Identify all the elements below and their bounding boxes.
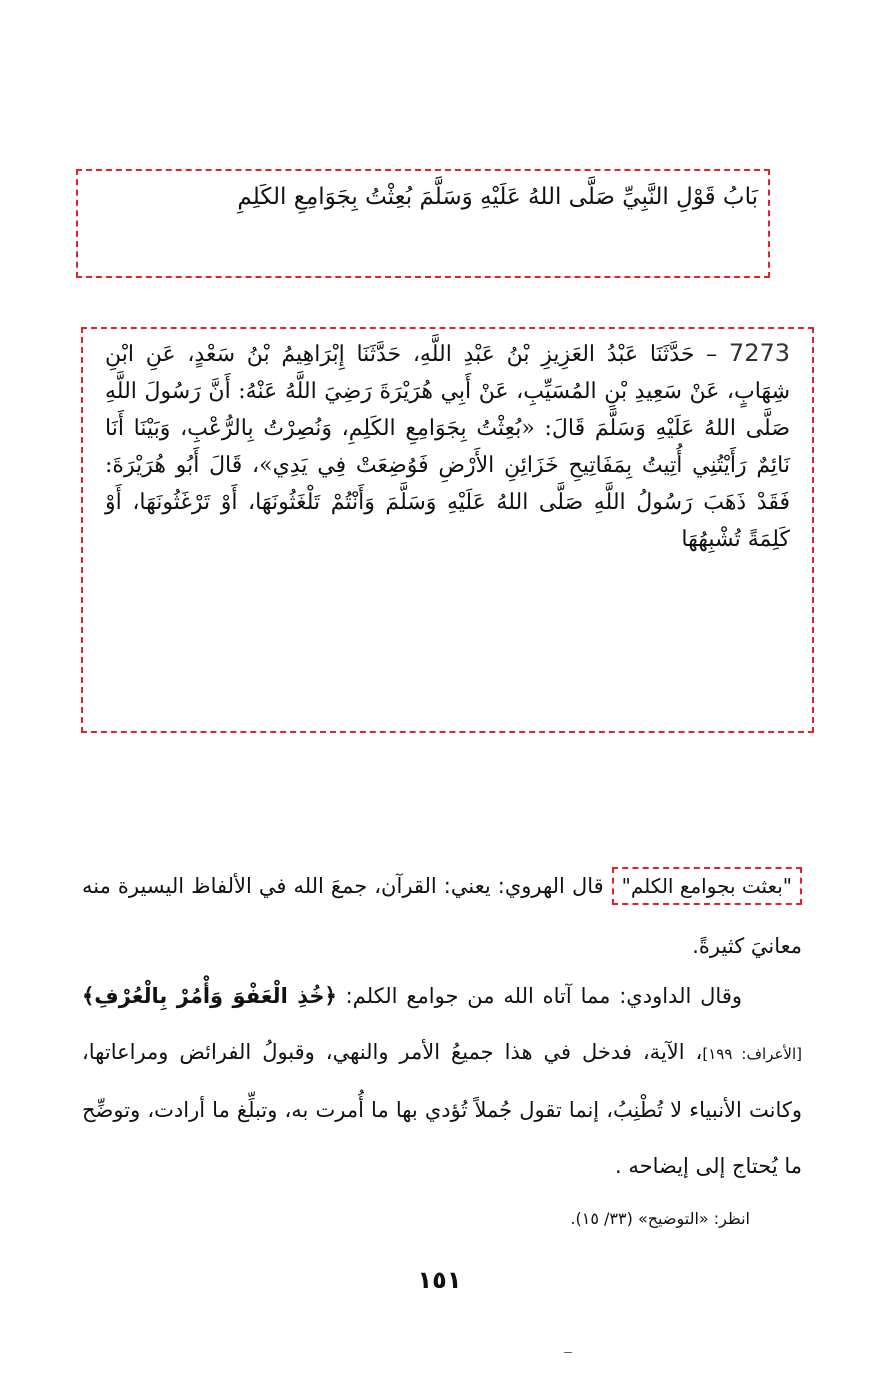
commentary-text-1: قال الهروي: يعني: القرآن، جمعَ الله في الألفاظ اليسيرة منه معانيَ كثيرةً.: [82, 874, 802, 958]
chapter-heading-box: [76, 169, 770, 278]
hadith-text: – حَدَّثَنَا عَبْدُ العَزِيزِ بْنُ عَبْدِ اللَّهِ، حَدَّثَنَا إِبْرَاهِيمُ بْنُ سَعْدٍ، عَنِ ابْنِ شِهَابٍ، عَنْ سَعِيدِ بْنِ المُسَيِّبِ، عَنْ أَبِي هُرَيْرَةَ رَضِيَ اللَّهُ عَنْهُ: أَنَّ رَسُولَ اللَّهِ صَلَّى اللهُ عَلَيْهِ وَسَلَّمَ قَالَ: «بُعِثْتُ بِجَوَامِعِ الكَلِمِ، وَنُصِرْتُ بِالرُّعْبِ، وَبَيْنَا أَنَا نَائِمٌ رَأَيْتُنِي أُتِيتُ بِمَفَاتِيحِ خَزَائِنِ الأَرْضِ فَوُضِعَتْ فِي يَدِي»، قَالَ أَبُو هُرَيْرَةَ: فَقَدْ ذَهَبَ رَسُولُ اللَّهِ صَلَّى اللهُ عَلَيْهِ وَسَلَّمَ وَأَنْتُمْ تَلْغَثُونَهَا، أَوْ تَرْغَثُونَهَا، أَوْ كَلِمَةً تُشْبِهُهَا: [105, 342, 791, 552]
highlighted-quote: "بعثت بجوامع الكلم": [612, 867, 802, 905]
quran-verse: ﴿خُذِ الْعَفْوَ وَأْمُرْ بِالْعُرْفِ﴾: [82, 984, 337, 1008]
commentary-paragraph-1: [82, 856, 802, 976]
hadith-box: [81, 327, 814, 733]
chapter-title: بَابُ قَوْلِ النَّبِيِّ صَلَّى اللهُ عَلَيْهِ وَسَلَّمَ بُعِثْتُ بِجَوَامِعِ الكَلِمِ: [237, 184, 758, 210]
hadith-paragraph: [105, 335, 790, 558]
commentary-intro-2: وقال الداودي: مما آتاه الله من جوامع الكلم:: [336, 984, 742, 1008]
bottom-mark: [564, 1352, 572, 1353]
hadith-number: 7273: [728, 339, 790, 367]
page-number: ١٥١: [417, 1266, 462, 1294]
commentary-text-2: ، الآية، فدخل في هذا جميعُ الأمر والنهي، وقبولُ الفرائض ومراعاتها، وكانت الأنبياء لا تُطْنِبُ، إنما تقول جُملاً تُؤدي بها ما أُمرت به، وتبلِّغ ما أرادت، وتوضِّح ما يُحتاج إلى إيضاحه .: [82, 1040, 802, 1178]
verse-citation: [الأعراف: ١٩٩]: [702, 1045, 802, 1063]
commentary-paragraph-2: [82, 968, 802, 1194]
source-reference: انظر: «التوضيح» (٣٣/ ١٥).: [570, 1209, 750, 1228]
